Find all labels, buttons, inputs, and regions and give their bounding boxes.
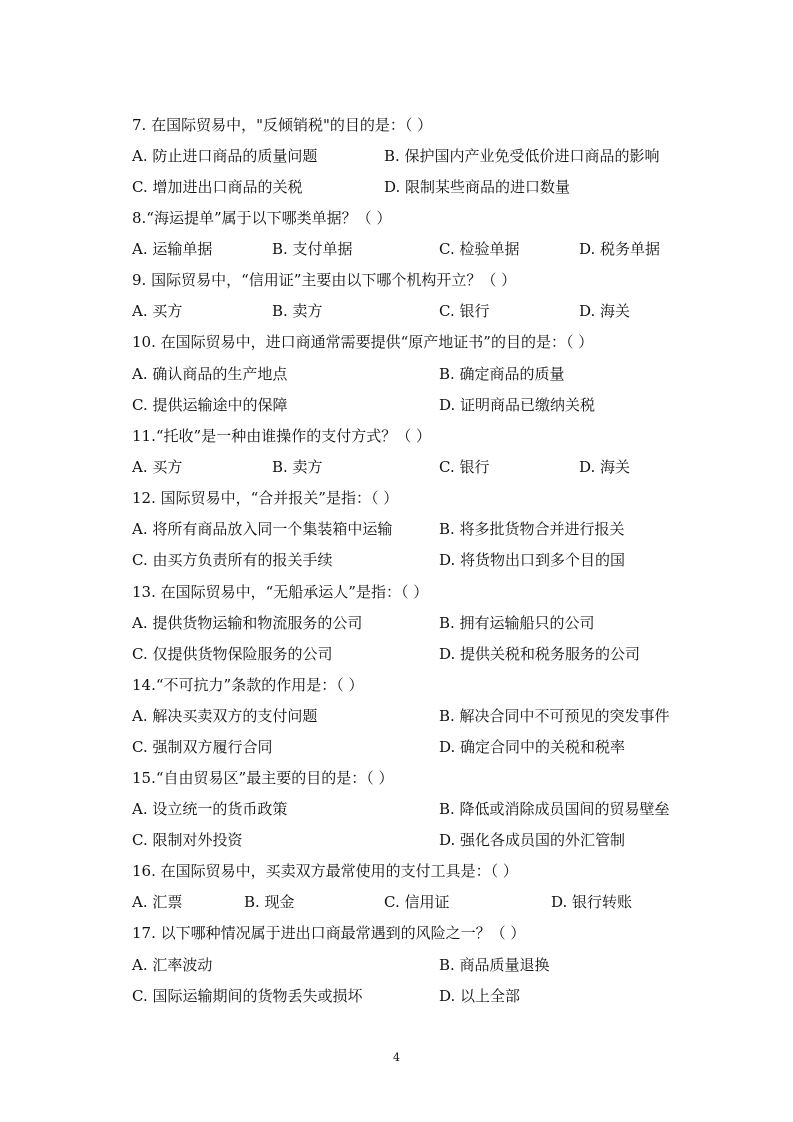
option-d: D. 税务单据 <box>579 240 661 258</box>
question-text: 11.“托收”是一种由谁操作的支付方式？（ ） <box>132 427 431 445</box>
question-text: 10. 在国际贸易中，进口商通常需要提供“原产地证书”的目的是：（ ） <box>132 333 594 351</box>
option-c: C. 强制双方履行合同 <box>132 738 273 756</box>
question-text: 16. 在国际贸易中，买卖双方最常使用的支付工具是：（ ） <box>132 862 518 880</box>
question-text: 14.“不可抗力”条款的作用是：（ ） <box>132 676 364 694</box>
option-b: B. 保护国内产业免受低价进口商品的影响 <box>384 147 660 165</box>
option-b: B. 解决合同中不可预见的突发事件 <box>439 707 670 725</box>
question-text: 9. 国际贸易中，“信用证”主要由以下哪个机构开立？（ ） <box>132 271 517 289</box>
option-a: A. 确认商品的生产地点 <box>132 365 288 383</box>
option-c: C. 增加进出口商品的关税 <box>132 178 303 196</box>
option-d: D. 限制某些商品的进口数量 <box>384 178 571 196</box>
option-a: A. 运输单据 <box>132 240 213 258</box>
option-a: A. 解决买卖双方的支付问题 <box>132 707 318 725</box>
question-text: 15.“自由贸易区”最主要的目的是：（ ） <box>132 769 394 787</box>
option-c: C. 提供运输途中的保障 <box>132 396 288 414</box>
option-b: B. 卖方 <box>272 458 323 476</box>
page-number: 4 <box>393 1051 400 1064</box>
option-b: B. 降低或消除成员国间的贸易壁垒 <box>439 800 670 818</box>
option-a: A. 汇票 <box>132 893 183 911</box>
option-d: D. 提供关税和税务服务的公司 <box>439 645 641 663</box>
option-a: A. 将所有商品放入同一个集装箱中运输 <box>132 520 393 538</box>
option-c: C. 信用证 <box>384 893 450 911</box>
option-a: A. 设立统一的货币政策 <box>132 800 288 818</box>
option-b: B. 卖方 <box>272 302 323 320</box>
option-a: A. 汇率波动 <box>132 956 213 974</box>
option-c: C. 限制对外投资 <box>132 831 243 849</box>
option-d: D. 银行转账 <box>551 893 633 911</box>
option-b: B. 拥有运输船只的公司 <box>439 614 595 632</box>
question-text: 17. 以下哪种情况属于进出口商最常遇到的风险之一？（ ） <box>132 924 526 942</box>
option-b: B. 现金 <box>244 893 295 911</box>
option-a: A. 防止进口商品的质量问题 <box>132 147 318 165</box>
option-b: B. 支付单据 <box>272 240 353 258</box>
question-text: 8.“海运提单”属于以下哪类单据？（ ） <box>132 209 392 227</box>
option-c: C. 由买方负责所有的报关手续 <box>132 551 333 569</box>
option-c: C. 检验单据 <box>439 240 520 258</box>
question-text: 7. 在国际贸易中，"反倾销税"的目的是：（ ） <box>132 116 433 134</box>
option-b: B. 将多批货物合并进行报关 <box>439 520 625 538</box>
option-b: B. 商品质量退换 <box>439 956 550 974</box>
option-c: C. 银行 <box>439 458 490 476</box>
option-a: A. 买方 <box>132 302 183 320</box>
option-d: D. 海关 <box>579 302 631 320</box>
option-b: B. 确定商品的质量 <box>439 365 565 383</box>
option-a: A. 提供货物运输和物流服务的公司 <box>132 614 363 632</box>
option-d: D. 以上全部 <box>439 987 521 1005</box>
option-d: D. 证明商品已缴纳关税 <box>439 396 596 414</box>
question-text: 13. 在国际贸易中，“无船承运人”是指：（ ） <box>132 583 429 601</box>
option-d: D. 确定合同中的关税和税率 <box>439 738 626 756</box>
option-c: C. 国际运输期间的货物丢失或损坏 <box>132 987 363 1005</box>
option-a: A. 买方 <box>132 458 183 476</box>
question-text: 12. 国际贸易中，“合并报关”是指：（ ） <box>132 489 399 507</box>
option-d: D. 海关 <box>579 458 631 476</box>
option-c: C. 仅提供货物保险服务的公司 <box>132 645 333 663</box>
option-d: D. 将货物出口到多个目的国 <box>439 551 626 569</box>
option-c: C. 银行 <box>439 302 490 320</box>
option-d: D. 强化各成员国的外汇管制 <box>439 831 626 849</box>
